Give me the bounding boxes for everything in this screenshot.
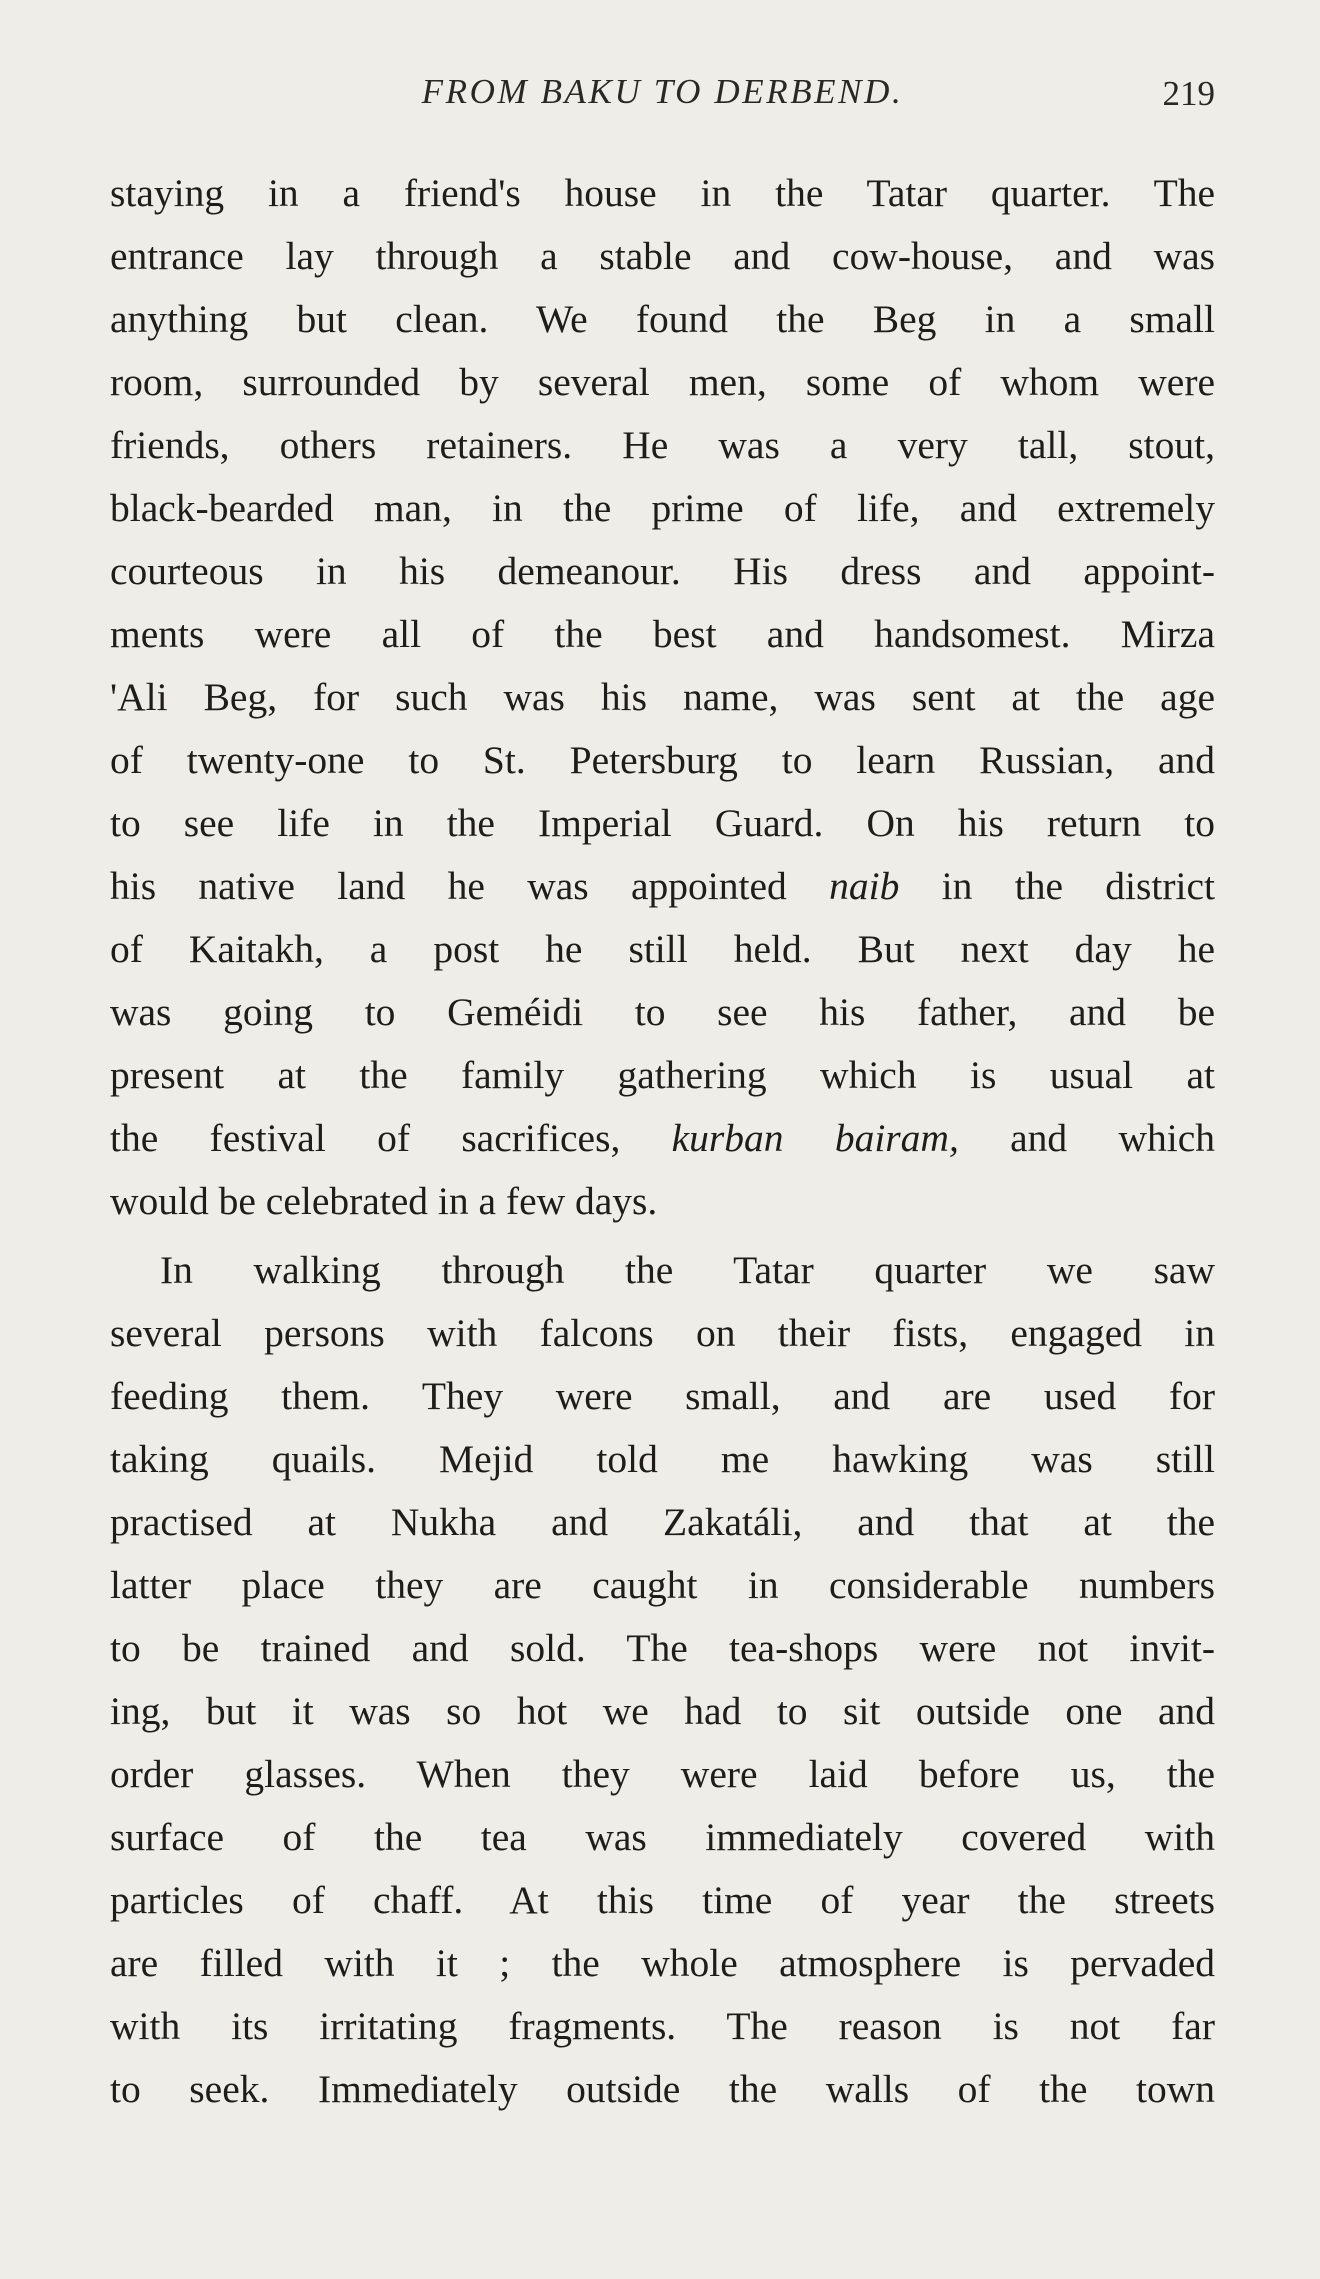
- text-line: [110, 1107, 1215, 1170]
- text-line: practised at Nukha and Zakatáli, and that at the: [110, 1500, 1215, 1544]
- text-line: room, surrounded by several men, some of whom were: [110, 360, 1215, 404]
- italic-term-kurban-bairam: kurban bairam,: [671, 1116, 959, 1160]
- text-line: feeding them. They were small, and are used for: [110, 1374, 1215, 1418]
- text-line: ments were all of the best and handsomest. Mirza: [110, 612, 1215, 656]
- text-segment: and which: [958, 1116, 1215, 1160]
- text-line: are filled with it ; the whole atmosphere is pervaded: [110, 1941, 1215, 1985]
- text-line: taking quails. Mejid told me hawking was still: [110, 1437, 1215, 1481]
- body-text: [110, 162, 1215, 2121]
- paragraph-1: [110, 162, 1215, 1233]
- text-line: anything but clean. We found the Beg in a small: [110, 297, 1215, 341]
- text-line: to see life in the Imperial Guard. On his return to: [110, 801, 1215, 845]
- running-head: [110, 72, 1215, 122]
- text-line: of twenty-one to St. Petersburg to learn Russian, and: [110, 738, 1215, 782]
- text-line: particles of chaff. At this time of year the streets: [110, 1878, 1215, 1922]
- running-title: FROM BAKU TO DERBEND.: [421, 72, 904, 111]
- text-line: present at the family gathering which is usual at: [110, 1053, 1215, 1097]
- text-line: friends, others retainers. He was a very tall, stout,: [110, 423, 1215, 467]
- text-line: to seek. Immediately outside the walls of the town: [110, 2067, 1215, 2111]
- text-line: of Kaitakh, a post he still held. But next day he: [110, 927, 1215, 971]
- text-line: was going to Geméidi to see his father, and be: [110, 990, 1215, 1034]
- text-line: to be trained and sold. The tea-shops were not invit-: [110, 1626, 1215, 1670]
- text-line: latter place they are caught in considerable numbers: [110, 1563, 1215, 1607]
- text-line: In walking through the Tatar quarter we saw: [160, 1248, 1215, 1292]
- paragraph-2: [110, 1239, 1215, 2121]
- text-line: staying in a friend's house in the Tatar quarter. The: [110, 171, 1215, 215]
- text-line: entrance lay through a stable and cow-house, and was: [110, 234, 1215, 278]
- text-segment: his native land he was appointed: [110, 864, 830, 908]
- text-line: ing, but it was so hot we had to sit outside one and: [110, 1689, 1215, 1733]
- text-line: surface of the tea was immediately covered with: [110, 1815, 1215, 1859]
- text-line: courteous in his demeanour. His dress and appoint-: [110, 549, 1215, 593]
- page-number: 219: [1162, 74, 1215, 113]
- text-line: black-bearded man, in the prime of life, and extremely: [110, 486, 1215, 530]
- text-line: several persons with falcons on their fists, engaged in: [110, 1311, 1215, 1355]
- text-line: [110, 855, 1215, 918]
- text-line: would be celebrated in a few days.: [110, 1179, 658, 1223]
- text-line: with its irritating fragments. The reason is not far: [110, 2004, 1215, 2048]
- text-line: 'Ali Beg, for such was his name, was sent at the age: [110, 675, 1215, 719]
- text-line: order glasses. When they were laid before us, the: [110, 1752, 1215, 1796]
- text-segment: in the district: [899, 864, 1215, 908]
- italic-term-naib: naib: [829, 864, 900, 908]
- text-segment: the festival of sacrifices,: [110, 1116, 672, 1160]
